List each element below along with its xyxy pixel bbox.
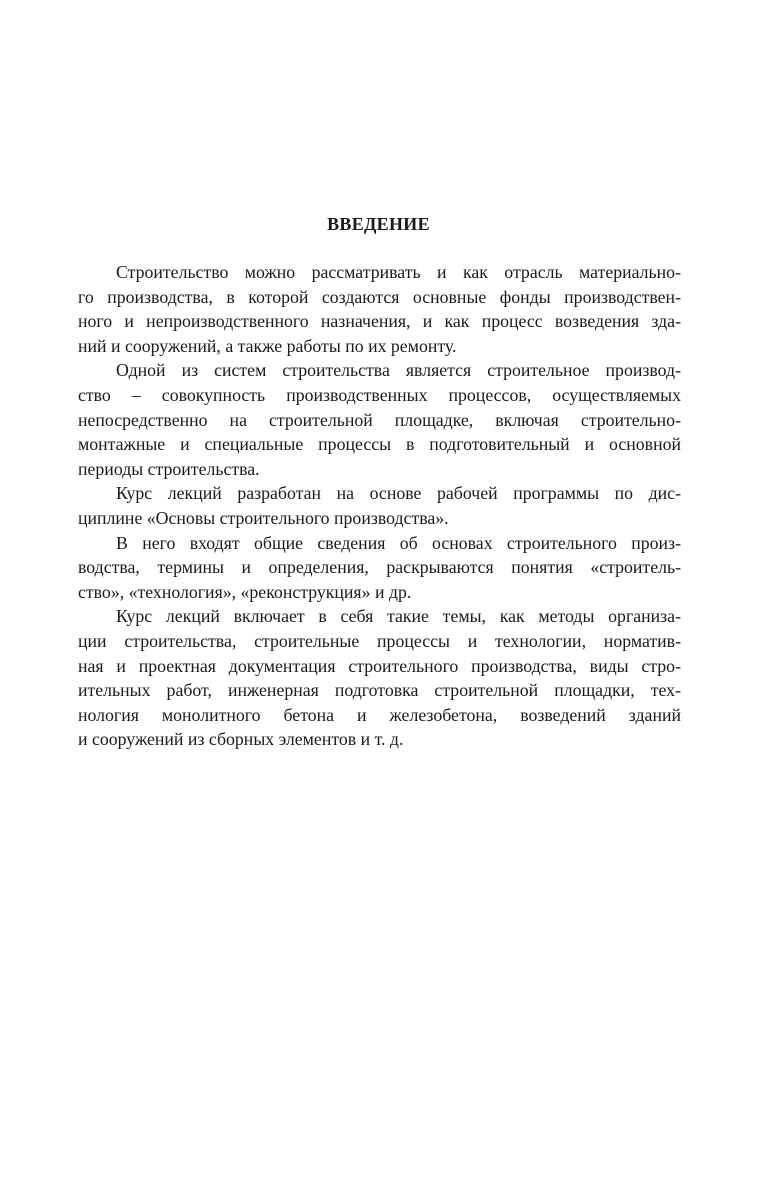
- text-line: непосредственно на строительной площадке, включая строительно-: [78, 409, 681, 430]
- text-line: монтажные и специальные процессы в подготовительный и основной: [78, 434, 681, 455]
- text-line: ний и сооружений, а также работы по их ремонту.: [78, 335, 457, 356]
- page-title: ВВЕДЕНИЕ: [327, 214, 430, 234]
- paragraph: [78, 481, 681, 530]
- paragraph: [78, 604, 681, 752]
- text-line: нология монолитного бетона и железобетона, возведений зданий: [78, 704, 681, 725]
- text-line: ство», «технология», «реконструкция» и др.: [78, 581, 412, 602]
- paragraph: [78, 260, 681, 358]
- body-text: [78, 260, 681, 752]
- text-line: ительных работ, инженерная подготовка строительной площадки, тех-: [78, 680, 681, 701]
- paragraph: [78, 358, 681, 481]
- text-line: Одной из систем строительства является строительное производ-: [116, 360, 681, 381]
- text-line: циплине «Основы строительного производства».: [78, 507, 449, 528]
- paragraph: [78, 531, 681, 605]
- text-line: ная и проектная документация строительного производства, виды стро-: [78, 655, 681, 676]
- text-line: Курс лекций разработан на основе рабочей программы по дис-: [116, 483, 681, 504]
- text-line: ство – совокупность производственных процессов, осуществляемых: [78, 384, 681, 405]
- text-line: В него входят общие сведения об основах строительного произ-: [116, 532, 681, 553]
- text-line: и сооружений из сборных элементов и т. д.: [78, 729, 404, 750]
- text-line: ного и непроизводственного назначения, и как процесс возведения зда-: [78, 311, 681, 332]
- text-line: периоды строительства.: [78, 458, 260, 479]
- text-line: Строительство можно рассматривать и как отрасль материально-: [116, 262, 681, 282]
- text-line: Курс лекций включает в себя такие темы, как методы организа-: [116, 606, 681, 627]
- text-line: го производства, в которой создаются основные фонды производствен-: [78, 286, 681, 307]
- text-line: ции строительства, строительные процессы и технологии, норматив-: [78, 630, 681, 651]
- text-line: водства, термины и определения, раскрываются понятия «строитель-: [78, 557, 681, 578]
